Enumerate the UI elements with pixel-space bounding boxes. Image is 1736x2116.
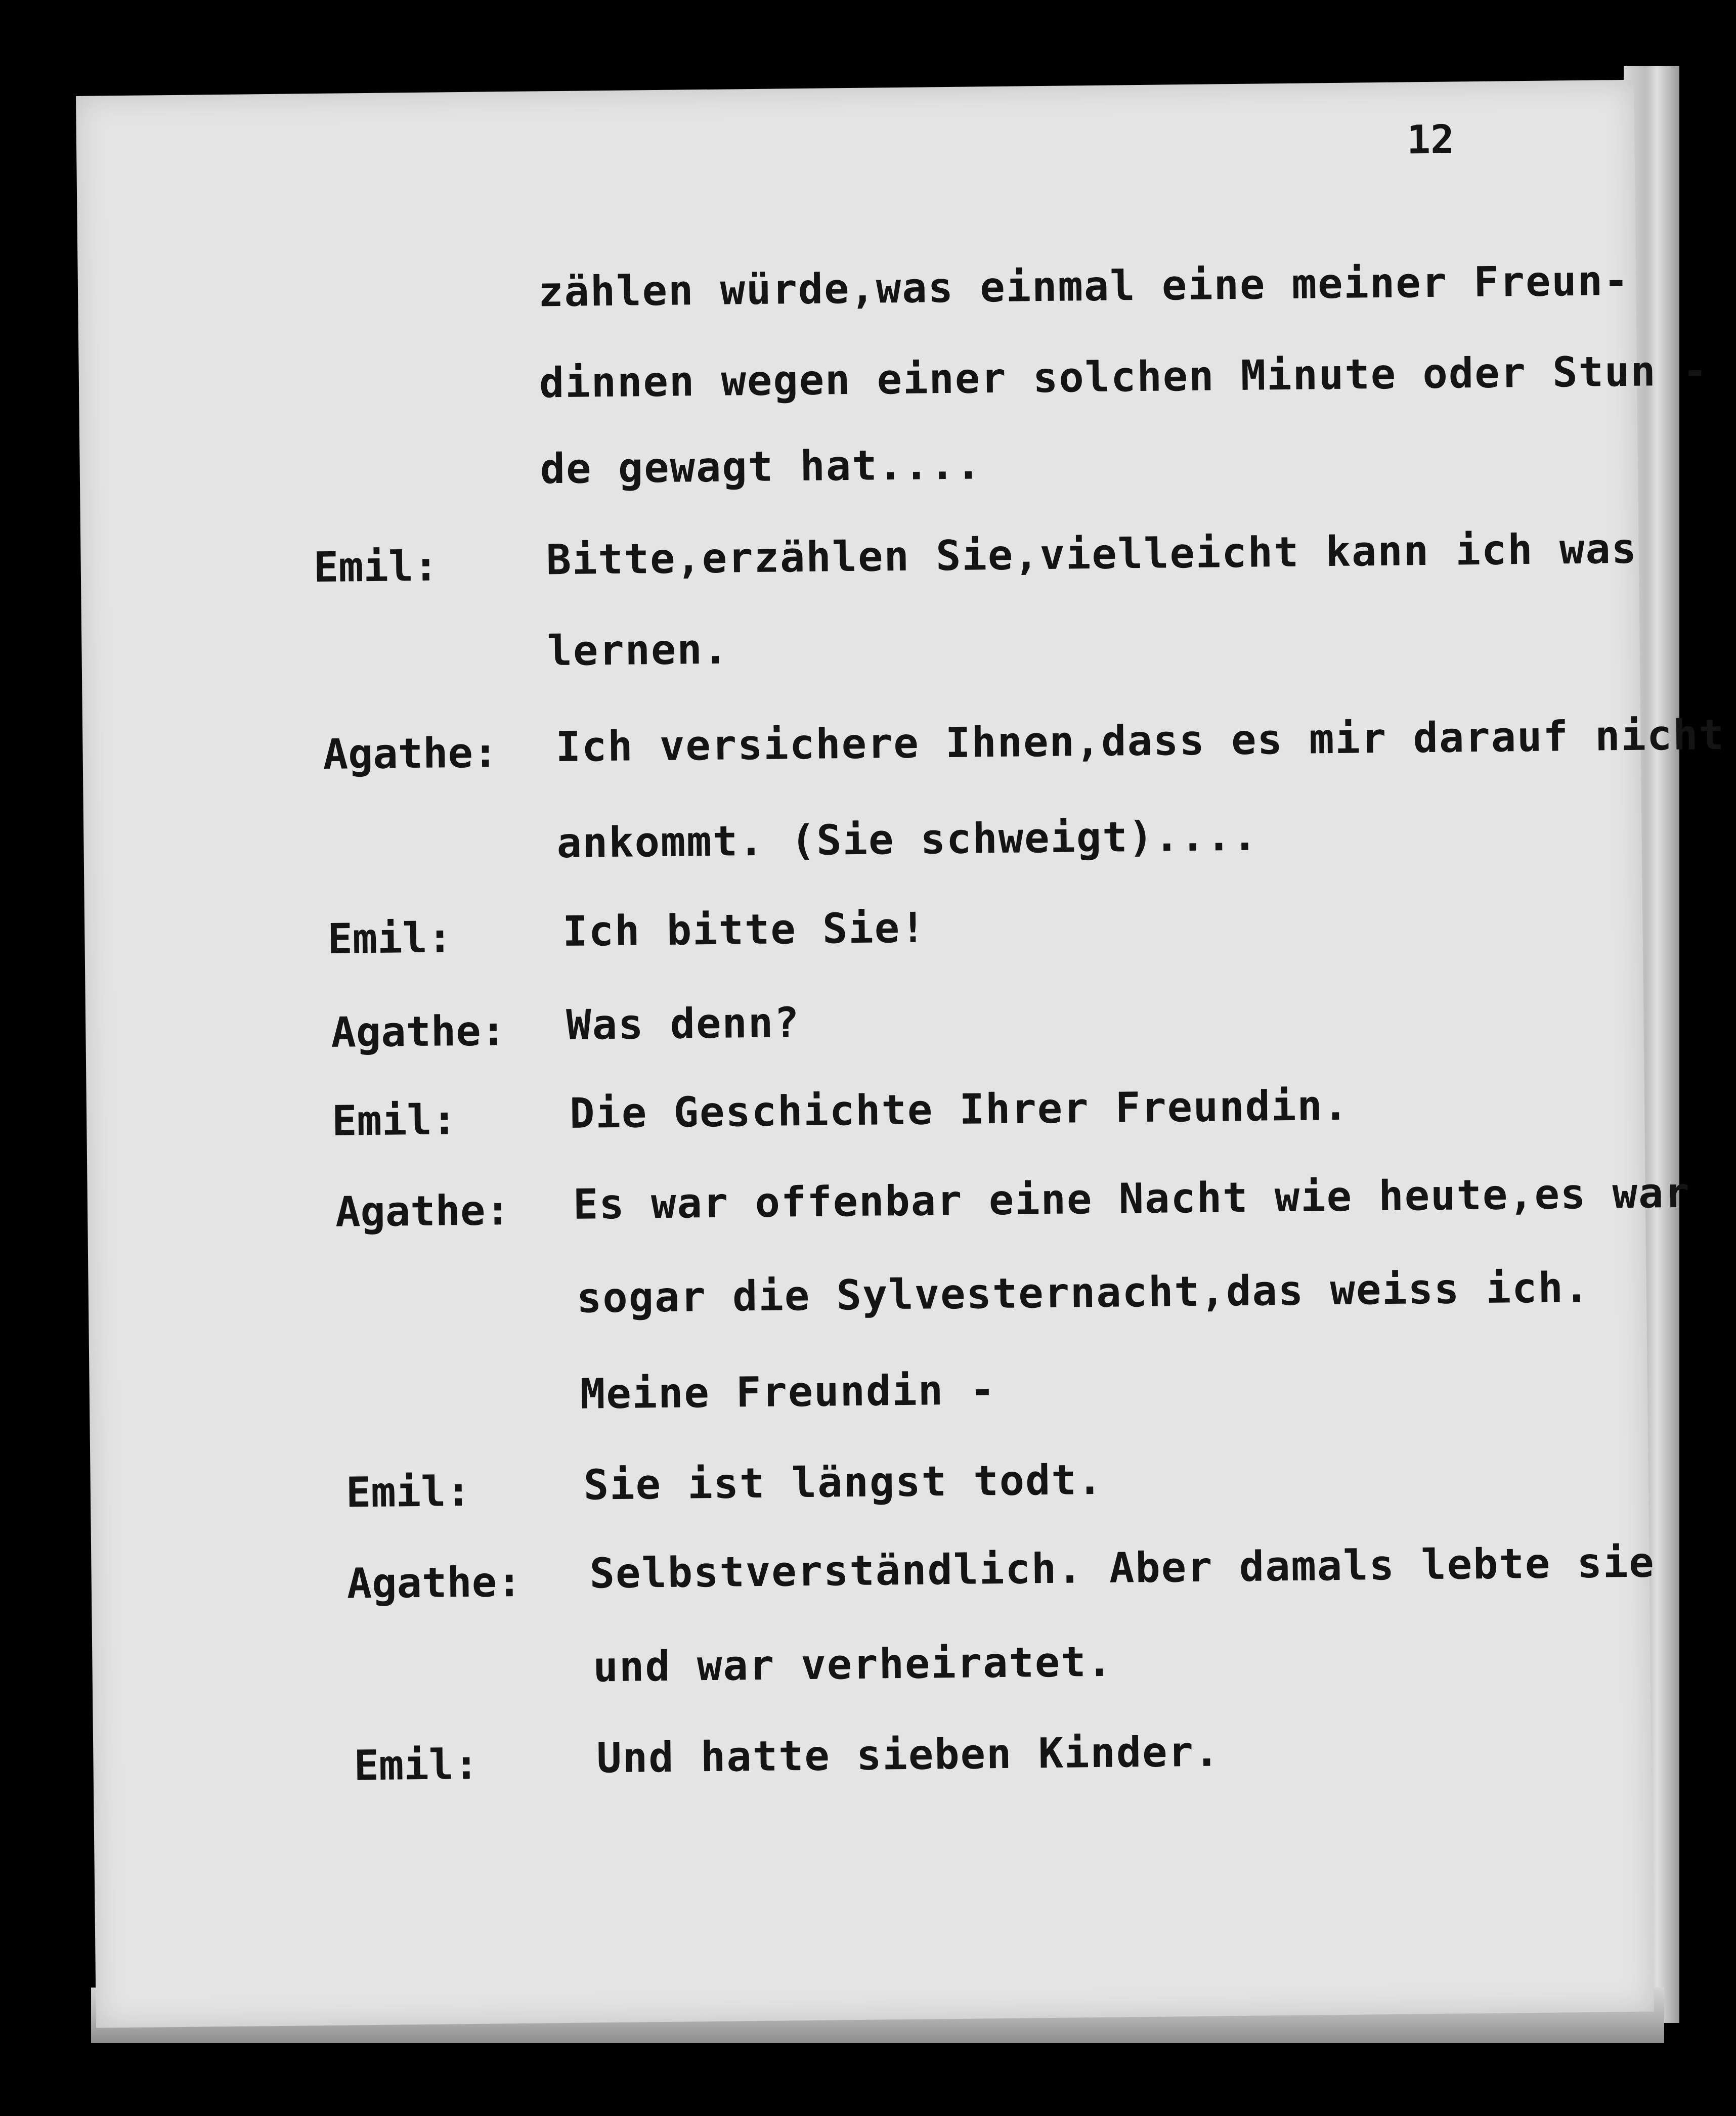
text-line: Ich bitte Sie! [562,904,927,956]
text-line: Ich versichere Ihnen,dass es mir darauf nicht [555,711,1725,772]
text-line: und war verheiratet. [593,1638,1113,1692]
speaker-label: Emil: [345,1467,471,1517]
page-number: 12 [1406,117,1455,163]
speaker-label: Emil: [327,914,453,963]
text-line: Die Geschichte Ihrer Freundin. [569,1081,1350,1138]
speaker-label: Agathe: [323,729,498,779]
text-line: Sie ist längst todt. [583,1456,1104,1510]
text-line: Meine Freundin - [580,1366,996,1419]
text-line: Es war offenbar eine Nacht wie heute,es war [573,1169,1691,1229]
speaker-label: Emil: [313,542,439,592]
text-line: dinnen wegen einer solchen Minute oder Stun - [539,347,1709,408]
speaker-label: Emil: [354,1740,479,1790]
speaker-label: Agathe: [346,1558,522,1608]
text-line: Selbstverständlich. Aber damals lebte sie [589,1538,1656,1598]
paper-sheet [76,80,1725,2028]
text-line: Bitte,erzählen Sie,vielleicht kann ich was [546,524,1638,585]
text-line: sogar die Sylvesternacht,das weiss ich. [576,1263,1590,1322]
speaker-label: Agathe: [335,1186,511,1237]
text-line: ankommt. (Sie schweigt).... [556,812,1258,868]
text-line: zählen würde,was einmal eine meiner Freun- [538,256,1630,317]
text-line: de gewagt hat.... [540,440,982,494]
text-line: Und hatte sieben Kinder. [596,1728,1221,1783]
text-line: Was denn? [566,999,801,1049]
text-line: lernen. [547,625,729,676]
speaker-label: Agathe: [330,1007,506,1057]
speaker-label: Emil: [331,1096,457,1145]
